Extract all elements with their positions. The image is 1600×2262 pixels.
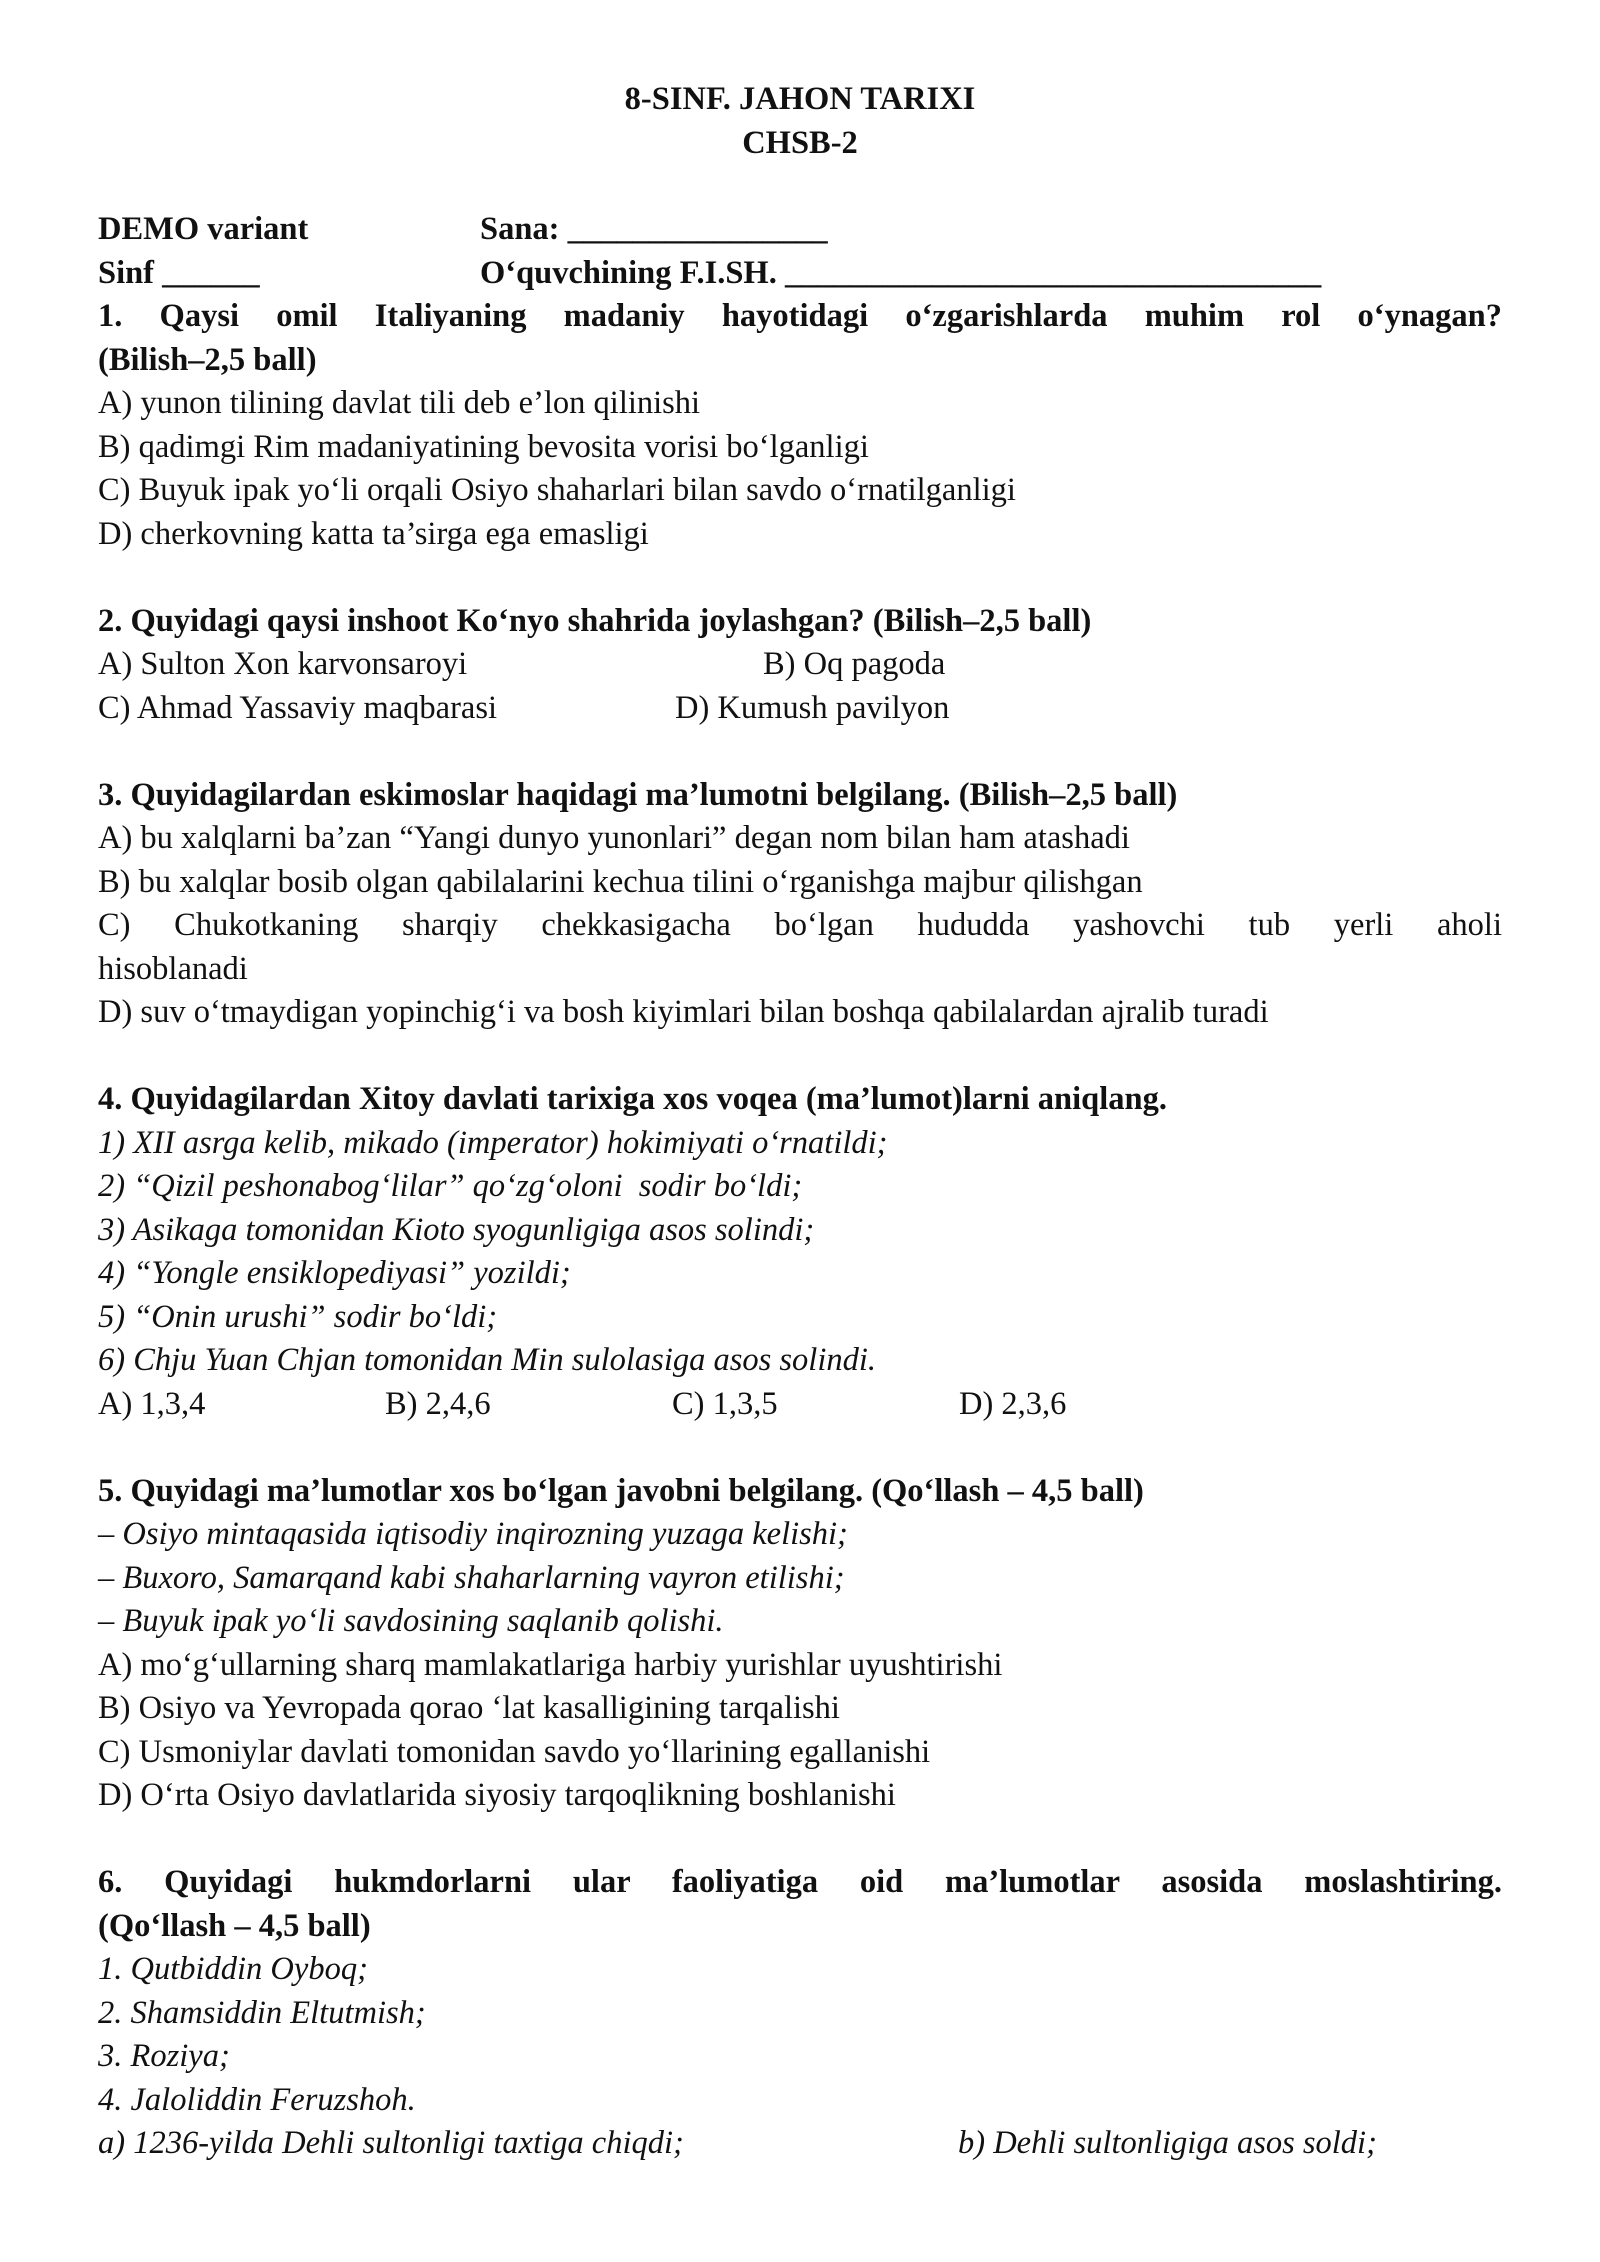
question-4-item-1: 1) XII asrga kelib, mikado (imperator) hokimiyati o‘rnatildi; [98,1124,888,1161]
question-3-option-c: C) Chukotkaning sharqiy chekkasigacha bo‘lgan hududda yashovchi tub yerli aholi [98,907,1502,943]
question-2-option-c: C) Ahmad Yassaviy maqbarasi [98,689,497,726]
question-6-facts-row [98,2122,1502,2166]
question-3-option-a: A) bu xalqlarni ba’zan “Yangi dunyo yunonlari” degan nom bilan ham atashadi [98,820,1130,856]
question-1-points: (Bilish–2,5 ball) [98,341,317,378]
question-2-option-d: D) Kumush pavilyon [675,689,950,726]
question-4-option-c: C) 1,3,5 [672,1385,778,1422]
question-6-fact-b: b) Dehli sultonligiga asos soldi; [958,2125,1377,2161]
question-6-ruler-2: 2. Shamsiddin Eltutmish; [98,1994,426,2031]
question-3-option-d: D) suv o‘tmaydigan yopinchig‘i va bosh kiyimlari bilan boshqa qabilalardan ajralib turadi [98,994,1269,1030]
question-6-ruler-4: 4. Jaloliddin Feruzshoh. [98,2081,416,2118]
question-4-option-a: A) 1,3,4 [98,1385,206,1422]
question-4-title: 4. Quyidagilardan Xitoy davlati tarixiga xos voqea (ma’lumot)larni aniqlang. [98,1081,1167,1117]
question-1-option-a: A) yunon tilining davlat tili deb e’lon qilinishi [98,385,701,421]
question-2-options-row-2 [98,687,1502,731]
question-2-option-a: A) Sulton Xon karvonsaroyi [98,646,468,682]
question-6-title: 6. Quyidagi hukmdorlarni ular faoliyatiga oid ma’lumotlar asosida moslashtiring. [98,1864,1502,1900]
question-4-option-d: D) 2,3,6 [959,1385,1067,1422]
meta-row-2 [98,252,1502,296]
question-5-option-a: A) mo‘g‘ullarning sharq mamlakatlariga harbiy yurishlar uyushtirishi [98,1646,1003,1683]
question-2-option-b: B) Oq pagoda [763,646,946,682]
document-title: 8-SINF. JAHON TARIXI [624,81,976,117]
variant-label: DEMO variant [98,211,309,247]
student-name-field: O‘quvchining F.I.SH. _________________________________ [480,254,1322,291]
question-5-item-2: – Buxoro, Samarqand kabi shaharlarning vayron etilishi; [98,1559,845,1596]
question-4-option-b: B) 2,4,6 [385,1385,491,1422]
question-4-item-6: 6) Chju Yuan Chjan tomonidan Min sulolasiga asos solindi. [98,1342,877,1378]
question-4-options [98,1383,1502,1427]
question-3-title: 3. Quyidagilardan eskimoslar haqidagi ma’lumotni belgilang. (Bilish–2,5 ball) [98,776,1178,813]
question-1-option-b: B) qadimgi Rim madaniyatining bevosita vorisi bo‘lganligi [98,428,869,465]
question-5-title: 5. Quyidagi ma’lumotlar xos bo‘lgan javobni belgilang. (Qo‘llash – 4,5 ball) [98,1472,1144,1509]
question-5-option-d: D) O‘rta Osiyo davlatlarida siyosiy tarqoqlikning boshlanishi [98,1777,896,1813]
question-3-option-c-cont: hisoblanadi [98,950,248,987]
date-field: Sana: ________________ [480,211,828,247]
question-4-item-5: 5) “Onin urushi” sodir bo‘ldi; [98,1298,498,1335]
question-6-points: (Qo‘llash – 4,5 ball) [98,1907,371,1944]
question-6-ruler-3: 3. Roziya; [98,2038,230,2074]
question-6-ruler-1: 1. Qutbiddin Oybоq; [98,1951,368,1987]
question-4-item-3: 3) Asikaga tomonidan Kioto syogunligiga asos solindi; [98,1211,815,1248]
class-field: Sinf ______ [98,254,260,291]
meta-row-1 [98,208,1502,252]
question-1-title: 1. Qaysi omil Italiyaning madaniy hayotidagi o‘zgarishlarda muhim rol o‘ynagan? [98,298,1502,334]
question-5-item-3: – Buyuk ipak yo‘li savdosining saqlanib qolishi. [98,1603,724,1639]
question-6-fact-a: a) 1236-yilda Dehli sultonligi taxtiga chiqdi; [98,2125,684,2161]
question-4-item-2: 2) “Qizil peshonabog‘lilar” qo‘zg‘oloni sodir bo‘ldi; [98,1168,803,1204]
question-1-option-d: D) cherkovning katta ta’sirga ega emasligi [98,515,649,552]
question-1-option-c: C) Buyuk ipak yo‘li orqali Osiyo shaharlari bilan savdo o‘rnatilganligi [98,472,1016,508]
question-5-option-c: C) Usmoniylar davlati tomonidan savdo yo‘llarining egallanishi [98,1733,931,1770]
question-3-option-b: B) bu xalqlar bosib olgan qabilalarini kechua tilini o‘rganishga majbur qilishgan [98,863,1143,900]
question-4-item-4: 4) “Yongle ensiklopediyasi” yozildi; [98,1255,571,1291]
question-2-options-row-1 [98,643,1502,687]
question-5-item-1: – Osiyo mintaqasida iqtisodiy inqirozning yuzaga kelishi; [98,1516,848,1552]
question-5-option-b: B) Osiyo va Yevropada qorao ‘lat kasalligining tarqalishi [98,1690,840,1726]
question-2-title: 2. Quyidagi qaysi inshoot Ko‘nyo shahrida joylashgan? (Bilish–2,5 ball) [98,602,1092,639]
document-subtitle: CHSB-2 [742,124,858,161]
